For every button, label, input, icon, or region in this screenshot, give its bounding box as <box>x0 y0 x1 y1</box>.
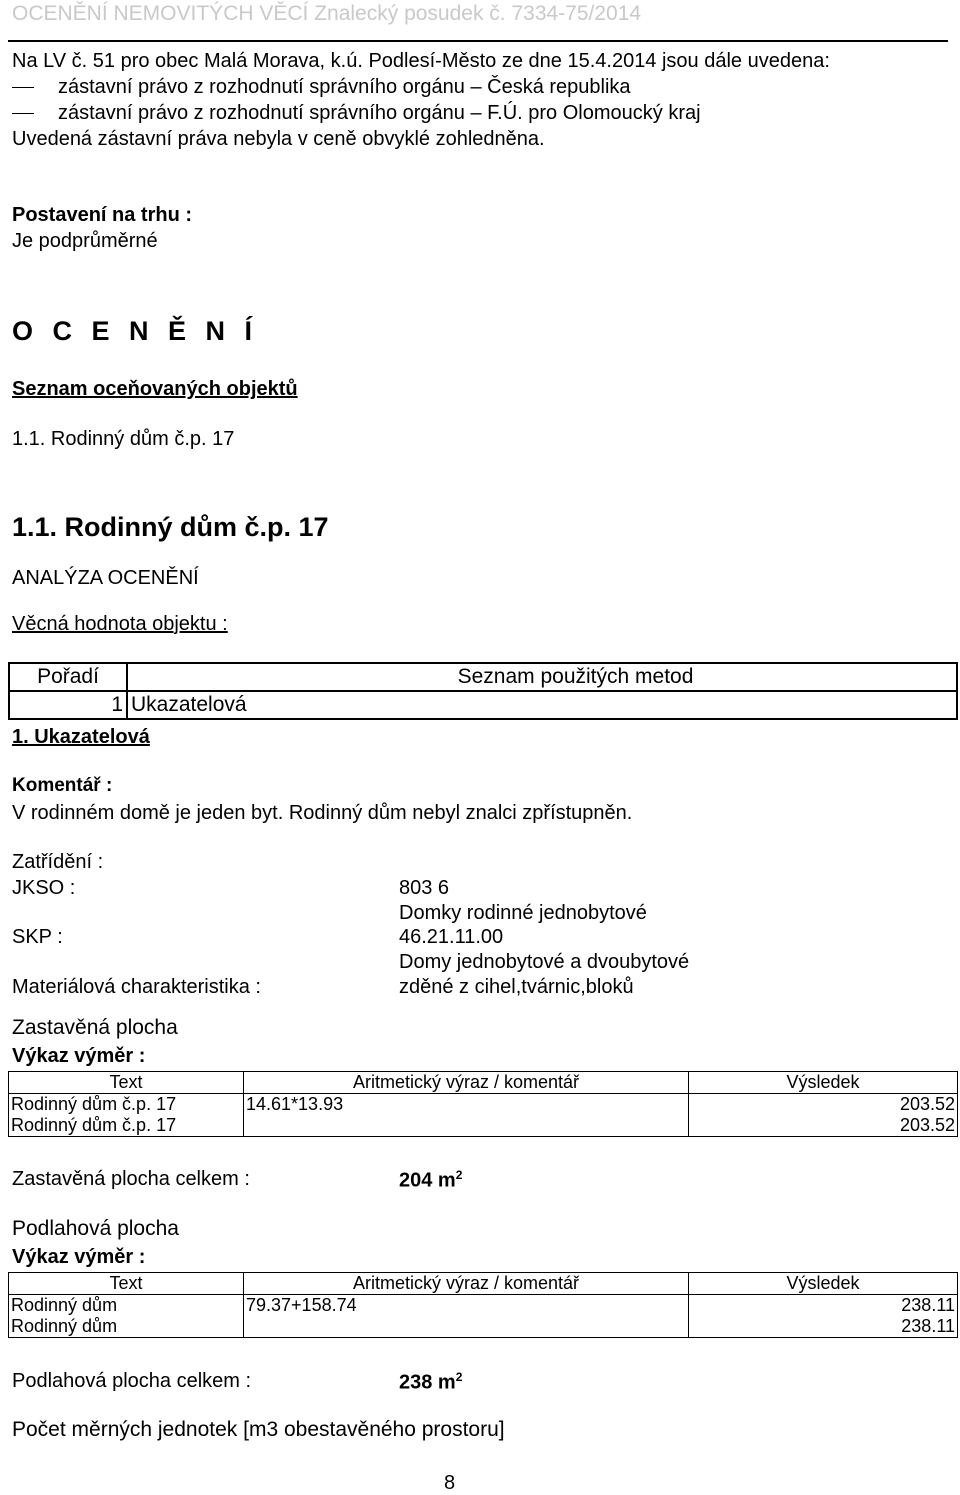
analysis-heading: ANALÝZA OCENĚNÍ <box>12 567 199 589</box>
comment-label: Komentář : <box>12 775 113 796</box>
header-divider <box>8 40 948 42</box>
dash-bullet <box>12 87 34 88</box>
skp-desc: Domy jednobytové a dvoubytové <box>399 951 690 973</box>
jkso-label: JKSO : <box>12 877 76 899</box>
row-expr: 79.37+158.74 <box>244 1295 689 1317</box>
material-value: zděné z cihel,tvárnic,bloků <box>399 976 634 998</box>
page-header: OCENĚNÍ NEMOVITÝCH VĚCÍ Znalecký posudek č. 7334-75/2014 <box>12 2 642 25</box>
row-text: Rodinný dům <box>9 1316 244 1338</box>
units-title: Počet měrných jednotek [m3 obestavěného prostoru] <box>12 1418 505 1441</box>
floor-area-total: 238 $m^2$ <box>399 1370 463 1394</box>
valuation-title: O C E N Ě N Í <box>12 316 259 346</box>
table-row <box>9 1316 958 1338</box>
col-expr: Aritmetický výraz / komentář <box>244 1072 689 1094</box>
lv-intro: Na LV č. 51 pro obec Malá Morava, k.ú. Podlesí-Město ze dne 15.4.2014 jsou dále uvedena: <box>12 50 830 72</box>
row-result: 238.11 <box>689 1295 958 1317</box>
row-result: 238.11 <box>689 1316 958 1338</box>
built-area-total-label: Zastavěná plocha celkem : <box>12 1168 250 1190</box>
floor-area-total-label: Podlahová plocha celkem : <box>12 1370 252 1392</box>
methods-col-list: Seznam použitých metod <box>127 663 957 691</box>
lien-note: Uvedená zástavní práva nebyla v ceně obvyklé zohledněna. <box>12 128 545 150</box>
col-text: Text <box>9 1273 244 1295</box>
table-row <box>9 1094 958 1116</box>
row-text: Rodinný dům č.p. 17 <box>9 1115 244 1137</box>
market-label: Postavení na trhu : <box>12 204 193 226</box>
row-text: Rodinný dům <box>9 1295 244 1317</box>
page-number: 8 <box>444 1472 456 1494</box>
dash-bullet <box>12 113 34 114</box>
row-result: 203.52 <box>689 1115 958 1137</box>
col-result: Výsledek <box>689 1072 958 1094</box>
table-row <box>9 1115 958 1137</box>
floor-area-table <box>8 1272 958 1338</box>
table-row <box>9 1295 958 1317</box>
built-area-subtitle: Výkaz výměr : <box>12 1045 146 1067</box>
row-expr: 14.61*13.93 <box>244 1094 689 1116</box>
value-heading: Věcná hodnota objektu : <box>12 613 228 635</box>
market-value: Je podprůměrné <box>12 230 158 252</box>
classification-label: Zatřídění : <box>12 851 104 873</box>
row-text: Rodinný dům č.p. 17 <box>9 1094 244 1116</box>
skp-label: SKP : <box>12 926 63 948</box>
col-expr: Aritmetický výraz / komentář <box>244 1273 689 1295</box>
table-row <box>9 691 957 719</box>
built-area-table <box>8 1071 958 1137</box>
skp-value: 46.21.11.00 <box>399 926 504 948</box>
method-section-title: 1. Ukazatelová <box>12 726 150 748</box>
built-area-total: 204 $m^2$ <box>399 1168 463 1192</box>
methods-col-order: Pořadí <box>9 663 127 691</box>
method-order: 1 <box>9 691 127 719</box>
methods-table <box>8 662 958 720</box>
material-label: Materiálová charakteristika : <box>12 976 261 998</box>
comment-text: V rodinném domě je jeden byt. Rodinný dům nebyl znalci zpřístupněn. <box>12 802 633 824</box>
jkso-desc: Domky rodinné jednobytové <box>399 902 647 924</box>
row-expr <box>244 1316 689 1338</box>
col-result: Výsledek <box>689 1273 958 1295</box>
floor-area-subtitle: Výkaz výměr : <box>12 1246 146 1268</box>
lien-item: zástavní právo z rozhodnutí správního orgánu – F.Ú. pro Olomoucký kraj <box>12 102 701 125</box>
floor-area-title: Podlahová plocha <box>12 1217 179 1240</box>
object-heading: 1.1. Rodinný dům č.p. 17 <box>12 512 329 542</box>
col-text: Text <box>9 1072 244 1094</box>
object-list-item: 1.1. Rodinný dům č.p. 17 <box>12 428 235 450</box>
lien-item: zástavní právo z rozhodnutí správního orgánu – Česká republika <box>12 76 631 99</box>
row-expr <box>244 1115 689 1137</box>
method-name: Ukazatelová <box>127 691 957 719</box>
jkso-value: 803 6 <box>399 877 450 899</box>
built-area-title: Zastavěná plocha <box>12 1016 178 1039</box>
objects-heading: Seznam oceňovaných objektů <box>12 378 298 400</box>
row-result: 203.52 <box>689 1094 958 1116</box>
